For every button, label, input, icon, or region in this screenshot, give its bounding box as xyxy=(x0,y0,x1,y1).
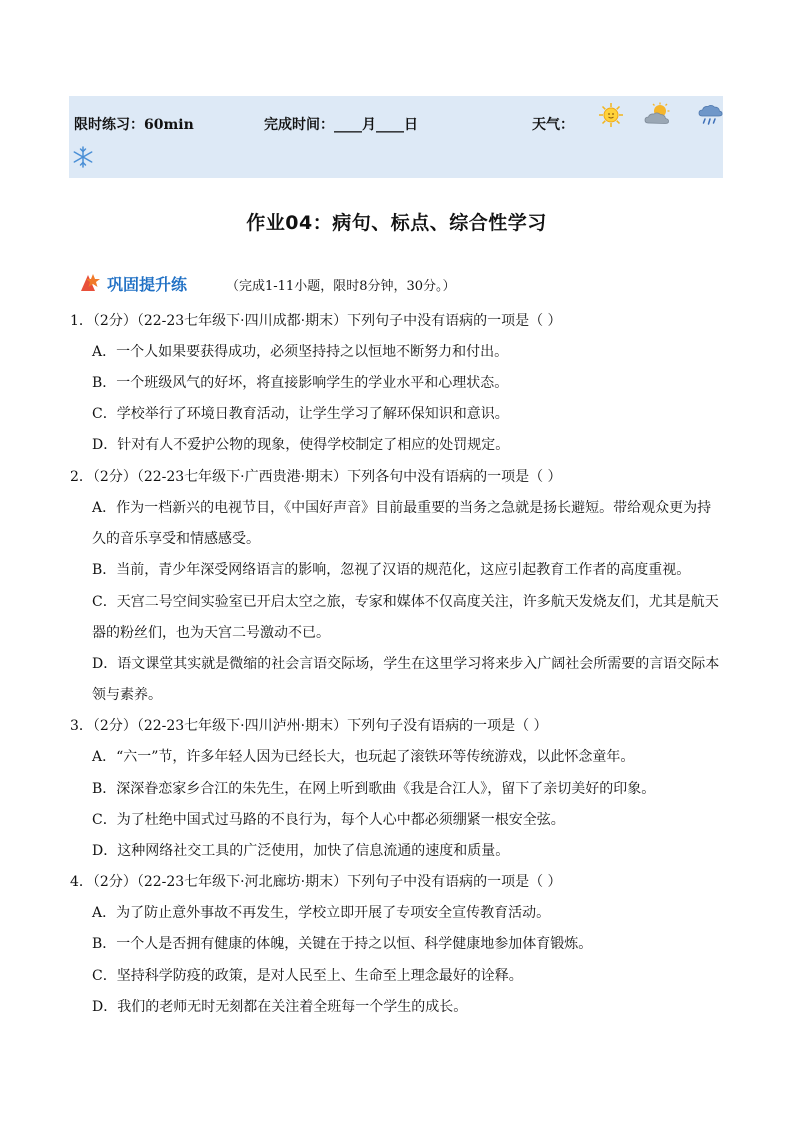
question-option-continued: 器的粉丝们，也为天宫二号激动不已。 xyxy=(92,625,330,641)
time-limit: 限时练习：60min xyxy=(74,117,194,133)
rain-cloud-icon xyxy=(697,102,723,128)
question-option: B．深深眷恋家乡合江的朱先生，在网上听到歌曲《我是合江人》，留下了亲切美好的印象。 xyxy=(92,781,656,797)
question-option: A．作为一档新兴的电视节目，《中国好声音》目前最重要的当务之急就是扬长避短。带给观众更为持 xyxy=(92,500,712,516)
question-option: C．坚持科学防疫的政策，是对人民至上、生命至上理念最好的诠释。 xyxy=(92,968,523,984)
question-option-continued: 领与素养。 xyxy=(92,687,162,703)
sun-icon xyxy=(598,102,624,128)
header-band xyxy=(69,96,723,178)
question-option: D．语文课堂其实就是微缩的社会言语交际场，学生在这里学习将来步入广阔社会所需要的言语交际本 xyxy=(92,656,720,672)
question-option: A．一个人如果要获得成功，必须坚持持之以恒地不断努力和付出。 xyxy=(92,344,509,360)
question-option: D．针对有人不爱护公物的现象，使得学校制定了相应的处罚规定。 xyxy=(92,437,510,453)
completion-time: 完成时间：____月____日 xyxy=(264,117,418,133)
section-note: （完成1-11小题，限时8分钟，30分。） xyxy=(226,279,456,294)
question-option: B．一个人是否拥有健康的体魄，关键在于持之以恒、科学健康地参加体育锻炼。 xyxy=(92,936,593,952)
question-option: B．当前，青少年深受网络语言的影响，忽视了汉语的规范化，这应引起教育工作者的高度重视。 xyxy=(92,562,691,578)
question-stem: 4．（2分）（22-23七年级下·河北廊坊·期末）下列句子中没有语病的一项是（ ） xyxy=(70,874,562,890)
question-stem: 3．（2分）（22-23七年级下·四川泸州·期末）下列句子没有语病的一项是（ ） xyxy=(70,718,548,734)
question-option: C．天宫二号空间实验室已开启太空之旅，专家和媒体不仅高度关注，许多航天发烧友们，尤其是航天 xyxy=(92,594,719,610)
partly-cloudy-icon xyxy=(643,102,673,128)
question-option: A．“六一”节，许多年轻人因为已经长大，也玩起了滚铁环等传统游戏，以此怀念童年。 xyxy=(92,749,635,765)
weather-label: 天气： xyxy=(532,117,574,133)
question-option: B．一个班级风气的好坏，将直接影响学生的学业水平和心理状态。 xyxy=(92,375,509,391)
question-stem: 2．（2分）（22-23七年级下·广西贵港·期末）下列各句中没有语病的一项是（ ） xyxy=(70,469,562,485)
question-option: C．为了杜绝中国式过马路的不良行为，每个人心中都必须绷紧一根安全弦。 xyxy=(92,812,565,828)
question-option: D．这种网络社交工具的广泛使用，加快了信息流通的速度和质量。 xyxy=(92,843,510,859)
section-label: 巩固提升练 xyxy=(107,275,188,294)
question-stem: 1．（2分）（22-23七年级下·四川成都·期末）下列句子中没有语病的一项是（ ） xyxy=(70,313,562,329)
question-option: D．我们的老师无时无刻都在关注着全班每一个学生的成长。 xyxy=(92,999,468,1015)
question-option: A．为了防止意外事故不再发生，学校立即开展了专项安全宣传教育活动。 xyxy=(92,905,551,921)
question-option: C．学校举行了环境日教育活动，让学生学习了解环保知识和意识。 xyxy=(92,406,509,422)
question-option-continued: 久的音乐享受和情感感受。 xyxy=(92,531,260,547)
page-title: 作业04：病句、标点、综合性学习 xyxy=(246,212,547,234)
snowflake-icon xyxy=(72,146,94,168)
star-badge-icon xyxy=(78,271,104,293)
